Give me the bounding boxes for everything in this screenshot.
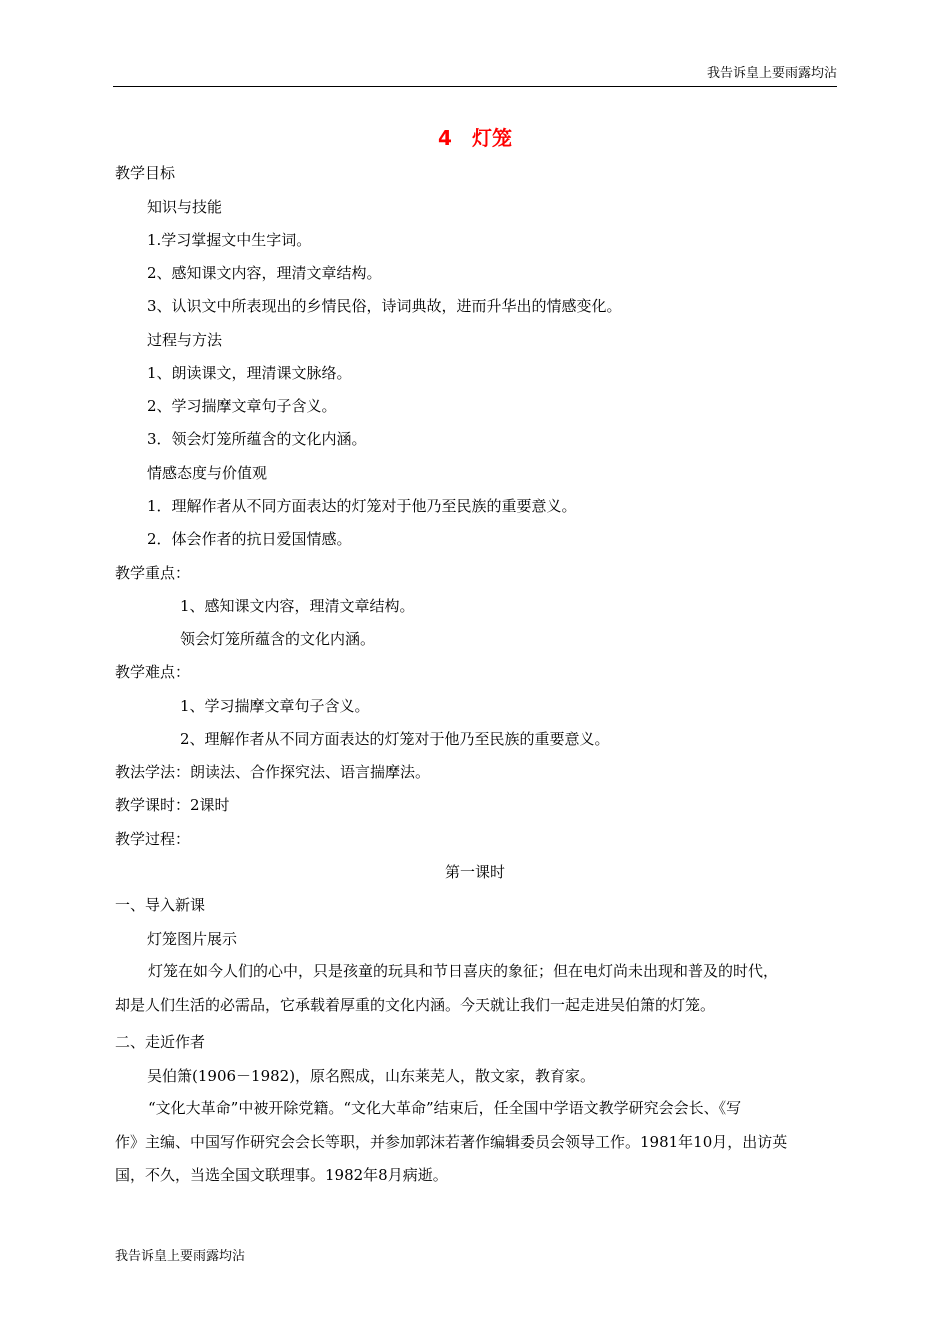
- document-title: [0, 124, 950, 152]
- process-item-2: 2、学习揣摩文章句子含义。: [147, 397, 337, 415]
- intro-paragraph: [115, 955, 837, 1022]
- methods-line: 教法学法：朗读法、合作探究法、语言揣摩法。: [115, 763, 431, 781]
- intro-paragraph-line-1: 灯笼在如今人们的心中，只是孩童的玩具和节日喜庆的象征；但在电灯尚未出现和普及的时代，: [148, 962, 779, 980]
- process-item-3: 3．领会灯笼所蕴含的文化内涵。: [147, 430, 367, 448]
- author-bio-line-3: 国，不久，当选全国文联理事。1982年8月病逝。: [115, 1166, 448, 1184]
- emotion-heading: 情感态度与价值观: [147, 464, 268, 482]
- header-text: 我告诉皇上要雨露均沾: [706, 66, 837, 81]
- lesson-one-heading: 第一课时: [444, 863, 505, 881]
- hours-line: 教学课时：2课时: [115, 796, 230, 814]
- author-bio-line-2: 作》主编、中国写作研究会会长等职，并参加郭沫若著作编辑委员会领导工作。1981年10月，出访英: [115, 1132, 788, 1151]
- difficulties-heading: 教学难点：: [115, 663, 191, 681]
- title-number: 4: [438, 126, 452, 150]
- process-heading: 过程与方法: [147, 331, 223, 349]
- key-point-item-2: 领会灯笼所蕴含的文化内涵。: [180, 630, 376, 648]
- page-header: [113, 66, 837, 87]
- page-footer: 我告诉皇上要雨露均沾: [115, 1249, 246, 1264]
- difficulty-item-2: 2、理解作者从不同方面表达的灯笼对于他乃至民族的重要意义。: [180, 730, 610, 748]
- emotion-item-1: 1．理解作者从不同方面表达的灯笼对于他乃至民族的重要意义。: [147, 497, 577, 515]
- key-points-heading: 教学重点：: [115, 564, 191, 582]
- section-one-sub: 灯笼图片展示: [147, 930, 238, 948]
- knowledge-heading: 知识与技能: [147, 198, 223, 216]
- objectives-heading: 教学目标: [115, 164, 176, 182]
- author-bio-paragraph: [115, 1092, 837, 1193]
- process-line: 教学过程：: [115, 830, 191, 848]
- knowledge-item-1: 1.学习掌握文中生字词。: [147, 231, 312, 249]
- section-one-heading: 一、导入新课: [115, 896, 206, 914]
- knowledge-item-2: 2、感知课文内容，理清文章结构。: [147, 264, 382, 282]
- emotion-item-2: 2．体会作者的抗日爱国情感。: [147, 530, 352, 548]
- key-point-item-1: 1、感知课文内容，理清文章结构。: [180, 597, 415, 615]
- knowledge-item-3: 3、认识文中所表现出的乡情民俗，诗词典故，进而升华出的情感变化。: [147, 297, 622, 315]
- author-intro: 吴伯箫(1906－1982)，原名熙成，山东莱芜人，散文家，教育家。: [147, 1067, 596, 1085]
- intro-paragraph-line-2: 却是人们生活的必需品，它承载着厚重的文化内涵。今天就让我们一起走进吴伯箫的灯笼。: [115, 995, 716, 1014]
- title-text: 灯笼: [471, 126, 512, 150]
- section-two-heading: 二、走近作者: [115, 1033, 206, 1051]
- difficulty-item-1: 1、学习揣摩文章句子含义。: [180, 697, 370, 715]
- author-bio-line-1: “文化大革命”中被开除党籍。“文化大革命”结束后，任全国中学语文教学研究会会长、《写: [148, 1099, 742, 1117]
- process-item-1: 1、朗读课文，理清课文脉络。: [147, 364, 352, 382]
